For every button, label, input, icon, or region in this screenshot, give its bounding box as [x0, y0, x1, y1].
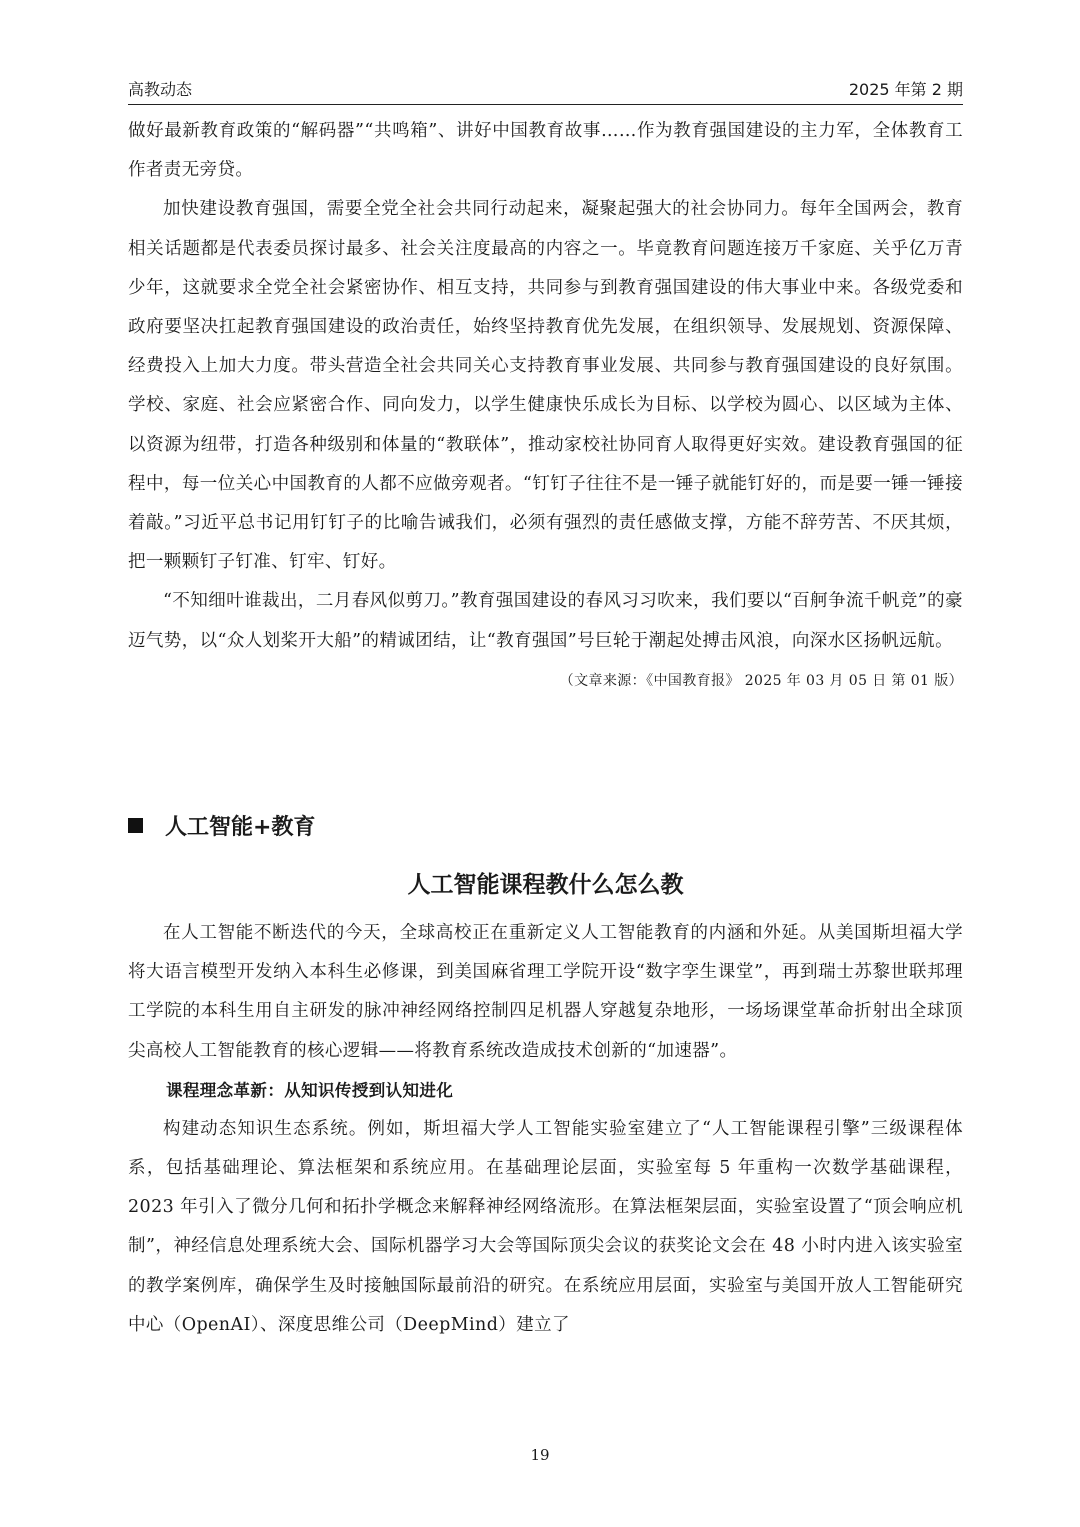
header-journal-name: 高教动态: [128, 80, 193, 99]
article2-paragraph: 在人工智能不断迭代的今天，全球高校正在重新定义人工智能教育的内涵和外延。从美国斯坦福大学将大语言模型开发纳入本科生必修课，到美国麻省理工学院开设“数字孪生课堂”，再到瑞士苏黎世联邦理工学院的本科生用自主研发的脉冲神经网络控制四足机器人穿越复杂地形，一场场课堂革命折射出全球顶尖高校人工智能教育的核心逻辑——将教育系统改造成技术创新的“加速器”。: [128, 923, 963, 1061]
page-number: 19: [530, 1446, 550, 1464]
article1-paragraph: 加快建设教育强国，需要全党全社会共同行动起来，凝聚起强大的社会协同力。每年全国两会，教育相关话题都是代表委员探讨最多、社会关注度最高的内容之一。毕竟教育问题连接万千家庭、关乎亿万青少年，这就要求全党全社会紧密协作、相互支持，共同参与到教育强国建设的伟大事业中来。各级党委和政府要坚决扛起教育强国建设的政治责任，始终坚持教育优先发展，在组织领导、发展规划、资源保障、经费投入上加大力度。带头营造全社会共同关心支持教育事业发展、共同参与教育强国建设的良好氛围。学校、家庭、社会应紧密合作、同向发力，以学生健康快乐成长为目标、以学校为圆心、以区域为主体、以资源为纽带，打造各种级别和体量的“教联体”，推动家校社协同育人取得更好实效。建设教育强国的征程中，每一位关心中国教育的人都不应做旁观者。“钉钉子往往不是一锤子就能钉好的，而是要一锤一锤接着敲。”习近平总书记用钉钉子的比喻告诫我们，必须有强烈的责任感做支撑，方能不辞劳苦、不厌其烦，把一颗颗钉子钉准、钉牢、钉好。: [128, 199, 963, 573]
article2-body: [128, 914, 963, 1345]
square-bullet-icon: [128, 818, 143, 833]
article1-body: [128, 112, 963, 697]
running-header: [128, 76, 963, 105]
article2-paragraph: 构建动态知识生态系统。例如，斯坦福大学人工智能实验室建立了“人工智能课程引擎”三级课程体系，包括基础理论、算法框架和系统应用。在基础理论层面，实验室每 5 年重构一次数学基础课程，2023 年引入了微分几何和拓扑学概念来解释神经网络流形。在算法框架层面，实验室设置了“顶会响应机制”，神经信息处理系统大会、国际机器学习大会等国际顶尖会议的获奖论文会在 48 小时内进入该实验室的教学案例库，确保学生及时接触国际最前沿的研究。在系统应用层面，实验室与美国开放人工智能研究中心（OpenAI）、深度思维公司（DeepMind）建立了: [128, 1118, 963, 1335]
section-heading: [128, 810, 963, 841]
article2-title: 人工智能课程教什么怎么教: [407, 872, 684, 898]
header-issue: 2025 年第 2 期: [848, 80, 963, 99]
section-heading-label: 人工智能+教育: [165, 815, 316, 840]
article1-paragraph: “不知细叶谁裁出，二月春风似剪刀。”教育强国建设的春风习习吹来，我们要以“百舸争流千帆竞”的豪迈气势，以“众人划桨开大船”的精诚团结，让“教育强国”号巨轮于潮起处搏击风浪，向深水区扬帆远航。: [128, 591, 963, 651]
article2-subheading: 课程理念革新：从知识传授到认知进化: [165, 1080, 454, 1100]
article1-paragraph: 做好最新教育政策的“解码器”“共鸣箱”、讲好中国教育故事……作为教育强国建设的主力军，全体教育工作者责无旁贷。: [128, 121, 963, 181]
article1-source: （文章来源：《中国教育报》 2025 年 03 月 05 日 第 01 版）: [559, 672, 963, 689]
